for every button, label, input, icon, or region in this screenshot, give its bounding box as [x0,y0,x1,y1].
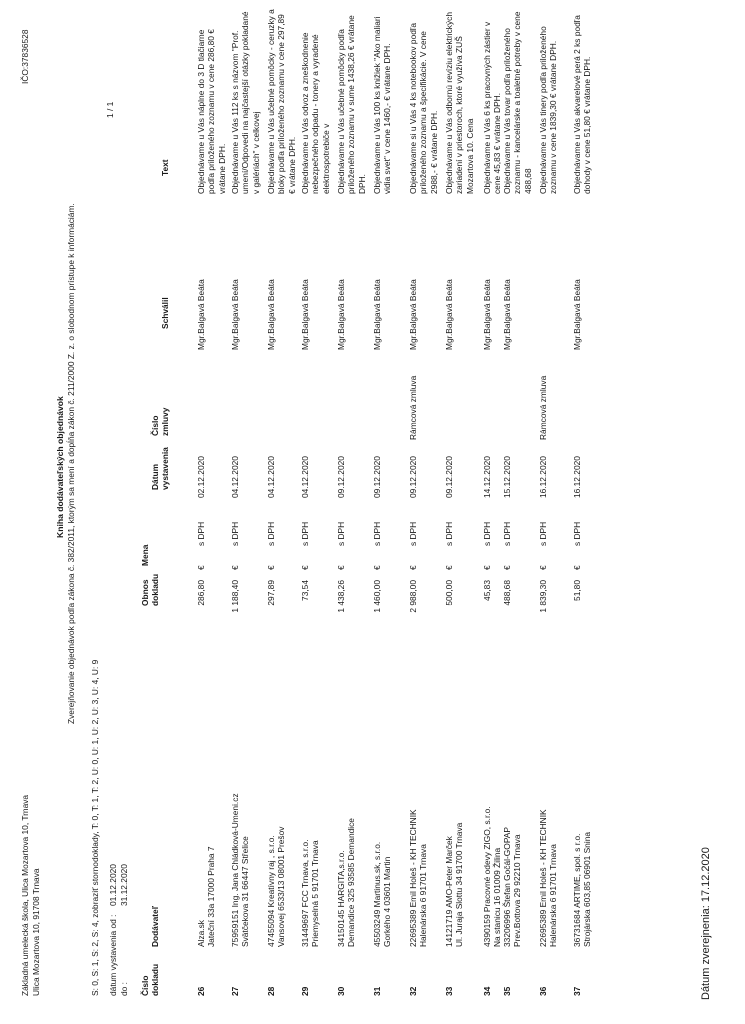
row-vat: s DPH [444,521,454,546]
row-amount: 51,80 [572,580,582,601]
date-from-value: 01.12.2020 [108,864,118,906]
row-date: 16.12.2020 [572,456,582,498]
row-text: Objednávame u Vás tinery podľa priloženého zoznamu v cene 1839,30 € vrátane DPH. [538,26,559,194]
row-date: 04.12.2020 [266,456,276,498]
row-vat: s DPH [572,521,582,546]
supplier-line1: 31449697 FCC Trnava, s.r.o. [300,839,310,947]
row-approved: Mgr.Balgavá Beáta [572,279,582,350]
col-currency: Mena [140,544,150,566]
row-supplier [300,727,321,947]
supplier-line1: 47455094 Kreatívny raj , s.r.o. [266,835,276,947]
row-supplier [444,727,465,947]
row-date: 09.12.2020 [372,456,382,498]
row-date: 02.12.2020 [196,456,206,498]
row-text: Objednávame u Vás akvarelové perá 2 ks podľa dohody v cene 51,80 € vrátane DPH. [572,15,593,194]
row-vat: s DPH [266,521,276,546]
supplier-line2: Priemyselná 5 91701 Trnava [310,840,321,947]
supplier-line2: Vansovej 6533/13 08001 Prešov [276,826,287,947]
date-to-label: do : [119,982,129,996]
table-row [230,0,264,1024]
supplier-line1: Alza.sk [196,920,206,947]
table-row [572,0,606,1024]
row-approved: Mgr.Balgavá Beáta [372,279,382,350]
supplier-line2: Svätčekova 31 66447 Střelice [240,836,251,947]
supplier-line1: 36731684 ARTIME, spol. s r.o. [572,833,582,947]
supplier-line2: Halenárska 6 91701 Trnava [548,844,559,947]
filter-line: S: 0, S: 1, S: 2, S: 4, zobraziť stornodoklady, T: 0, T: 1, T: 2, U: 0, U: 1, U: 2, U: 3, U: 4, U: 9 [90,659,100,996]
row-text: Objednávame u Vás učebné pomôcky - ceruzky a bloky podľa priloženého zoznamu v cene 297,89 € vrátane DPH. [266,9,297,194]
row-amount: 488,68 [502,580,512,606]
row-vat: s DPH [408,521,418,546]
org-ico: IČO:37836528 [20,29,30,84]
row-amount: 1 188,40 [230,580,240,613]
table-row [266,0,300,1024]
row-date: 09.12.2020 [408,456,418,498]
col-text: Text [160,159,170,176]
supplier-line2: Prev.Bottova 29 92210 Trnava [512,834,523,947]
row-approved: Mgr.Balgavá Beáta [196,279,206,350]
page-title: Kniha dodávateľských objednávok [55,396,65,538]
row-approved: Mgr.Balgavá Beáta [502,279,512,350]
row-approved: Mgr.Balgavá Beáta [408,279,418,350]
supplier-line1: 22695389 Emil Holeš - KH TECHNIK [408,809,418,947]
table-row [538,0,572,1024]
row-text: Objednávame si u Vás 4 ks notebookov podľa priloženého zoznamu a špecifikácie. V cene 2988,- € vrátane DPH. [408,23,439,194]
supplier-line1: 45503249 Martinus.sk, s.r.o. [372,841,382,947]
row-vat: s DPH [336,521,346,546]
row-date: 04.12.2020 [230,456,240,498]
row-vat: s DPH [196,521,206,546]
date-to-value: 31.12.2020 [119,864,129,906]
row-text: Objednávame u Vás 100 ks knižiek "Ako maliari vidia svet" v cene 1460,- € vrátane DPH. [372,16,393,194]
supplier-line2: Na stanicu 16 01009 Žilina [492,847,503,947]
supplier-line2: Gorkého 4 03601 Martin [382,856,393,947]
publish-date: Dátum zverejnenia: 17.12.2020 [700,847,712,1000]
row-number: 28 [266,986,276,996]
row-number: 34 [482,986,492,996]
row-number: 37 [572,986,582,996]
row-supplier [572,727,593,947]
row-approved: Mgr.Balgavá Beáta [300,279,310,350]
row-amount: 1 438,26 [336,580,346,613]
col-amount: Obnos dokladu [140,573,161,606]
row-vat: s DPH [300,521,310,546]
row-number: 32 [408,986,418,996]
row-approved: Mgr.Balgavá Beáta [266,279,276,350]
table-row [196,0,230,1024]
row-contract: Rámcová zmluva [538,375,548,440]
row-number: 36 [538,986,548,996]
row-currency: € [538,565,548,570]
col-issue-date: Dátum vystavenia [150,447,171,490]
table-row [300,0,334,1024]
row-amount: 2 988,00 [408,580,418,613]
row-text: Objednávame u Vás odbornú revíziu elektrických zariadení v priestoroch, ktoré využíva ZUŠ Mozartova 10. Cena [444,11,475,194]
row-supplier [196,727,217,947]
supplier-line2: Demandice 325 93585 Demandice [346,818,357,947]
table-row [502,0,536,1024]
row-amount: 286,80 [196,580,206,606]
row-supplier [538,727,559,947]
row-currency: € [572,565,582,570]
row-date: 09.12.2020 [444,456,454,498]
row-contract: Rámcová zmluva [408,375,418,440]
row-amount: 500,00 [444,580,454,606]
row-currency: € [372,565,382,570]
row-supplier [482,727,503,947]
row-text: Objednávame u Vás tovar podľa priloženého zoznamu - kancelárske a toaletné potreby v cene 488,68 [502,11,533,194]
row-supplier [230,727,251,947]
row-vat: s DPH [502,521,512,546]
org-line2: Ulica Mozartova 10, 91708 Trnava [31,868,41,996]
row-amount: 1 460,00 [372,580,382,613]
col-contract: Číslo zmluvy [150,407,171,436]
row-number: 33 [444,986,454,996]
row-amount: 297,89 [266,580,276,606]
table-row [372,0,406,1024]
row-vat: s DPH [482,521,492,546]
row-text: Objednávame u Vás náplne do 3 D tlačiarne podľa priloženého zoznamu v cene 286,80 € vrátane DPH. [196,29,227,194]
supplier-line2: Strojárska 603,85 06901 Snina [582,831,593,947]
row-currency: € [502,565,512,570]
supplier-line1: 4390159 Pracovné odevy ZIGO, s.r.o. [482,806,492,947]
row-supplier [372,727,393,947]
row-date: 14.12.2020 [482,456,492,498]
org-line1: Základná umelecká škola, Ulica Mozartova 10, Trnava [20,794,30,996]
col-number: Číslo dokladu [140,963,161,996]
row-amount: 1 839,30 [538,580,548,613]
table-row [336,0,370,1024]
row-number: 30 [336,986,346,996]
row-currency: € [196,565,206,570]
row-approved: Mgr.Balgavá Beáta [230,279,240,350]
row-currency: € [482,565,492,570]
row-text: Objednávame u Vás učebné pomôcky podľa priloženého zoznamu v sume 1438,26 € vrátane DPH. [336,15,367,194]
row-number: 29 [300,986,310,996]
supplier-line1: 22695389 Emil Holeš - KH TECHNIK [538,809,548,947]
row-supplier [408,727,429,947]
row-number: 31 [372,986,382,996]
row-amount: 45,83 [482,580,492,601]
col-approved: Schválil [160,297,170,329]
row-date: 16.12.2020 [538,456,548,498]
row-text: Objednávame u Vás 112 ks s názvom "Prof. umení/Odpovedi na najčastejší otázky pokladané v galériách" v celkovej [230,11,261,194]
supplier-line2: Jateční 33a 17000 Praha 7 [206,846,217,947]
supplier-line2: Ul. Juraja Slottu 34 91700 Trnava [454,822,465,947]
row-vat: s DPH [372,521,382,546]
row-date: 04.12.2020 [300,456,310,498]
supplier-line1: 75959151 Ing. Jana Chládková-Umeni.cz [230,793,240,947]
page-subtitle: Zverejňovanie objednávok podľa zákona č. 382/2011, ktorým sa mení a dopĺňa zákon č. 211/2000 Z. z. o slobodnom prístupe k informáciám. [66,203,76,724]
supplier-line1: 34150145 HARGITA,s.r.o. [336,850,346,947]
supplier-line2: Halenárska 6 91701 Trnava [418,844,429,947]
row-supplier [266,727,287,947]
date-from-label: dátum vystavenia od : [108,914,118,996]
row-currency: € [336,565,346,570]
col-supplier: Dodávateľ [150,906,160,947]
row-vat: s DPH [230,521,240,546]
row-approved: Mgr.Balgavá Beáta [336,279,346,350]
table-row [408,0,442,1024]
row-currency: € [408,565,418,570]
row-approved: Mgr.Balgavá Beáta [482,279,492,350]
row-currency: € [266,565,276,570]
supplier-line1: 14121719 AMO-Peter Marček [444,836,454,947]
row-text: Objednávame u Vás odvoz a zneškodnenie nebezpečného odpadu - tonery a vyradené elektrospotrebiče v [300,32,331,194]
row-supplier [336,727,357,947]
page-number: 1 / 1 [105,101,115,118]
supplier-line1: 33206996 Štefan Gočál-GOPAP [502,827,512,947]
row-number: 26 [196,986,206,996]
row-supplier [502,727,523,947]
row-number: 35 [502,986,512,996]
row-approved: Mgr.Balgavá Beáta [444,279,454,350]
row-currency: € [230,565,240,570]
table-row [444,0,478,1024]
row-date: 09.12.2020 [336,456,346,498]
row-vat: s DPH [538,521,548,546]
row-number: 27 [230,986,240,996]
row-date: 15.12.2020 [502,456,512,498]
row-currency: € [444,565,454,570]
row-currency: € [300,565,310,570]
row-amount: 73,54 [300,580,310,601]
row-text: Objednávame u Vás 6 ks pracovných zástier v cene 45,83 € vrátane DPH. [482,21,503,194]
